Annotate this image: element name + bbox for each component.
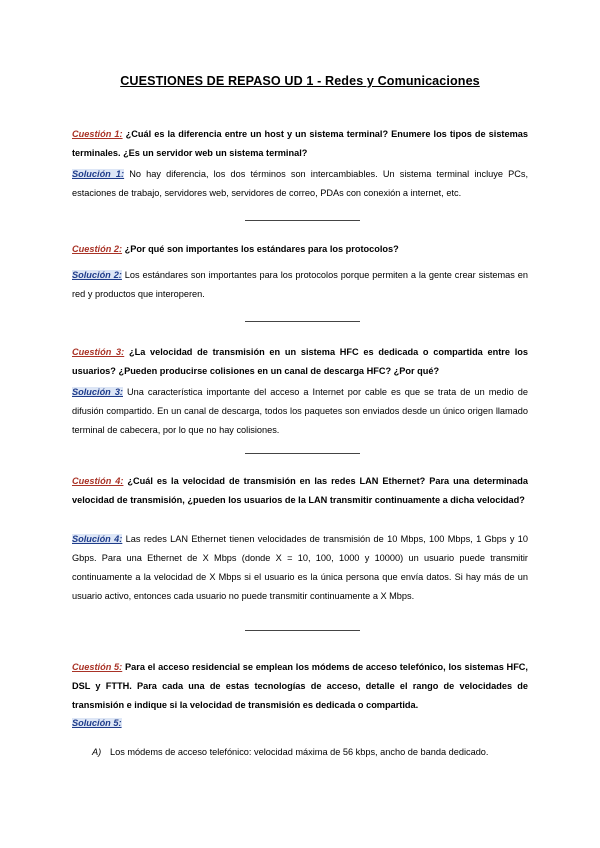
solution-3-label: Solución 3: <box>72 387 123 397</box>
solution-4-text: Las redes LAN Ethernet tienen velocidades de transmisión de 10 Mbps, 100 Mbps, 1 Gbps y 10 Gbps. Para una Ethernet de X Mbps (donde X = 10, 100, 1000 y 10000) un usuario puede transmitir continuamente a la velocidad de X Mbps si el usuario es la única persona que envía datos. Si hay más de un usuario activo, entonces cada usuario no puede transmitir continuamente a X Mbps. <box>72 534 528 601</box>
question-1-text: ¿Cuál es la diferencia entre un host y un sistema terminal? Enumere los tipos de sistemas terminales. ¿Es un servidor web un sistema terminal? <box>72 129 528 158</box>
separator-1 <box>245 220 360 221</box>
solution-3 <box>72 383 528 440</box>
solution-4-label: Solución 4: <box>72 534 123 544</box>
question-2 <box>72 240 528 259</box>
solution-5 <box>72 714 528 733</box>
solution-2 <box>72 266 528 304</box>
solution-1-label: Solución 1: <box>72 169 125 179</box>
question-4-text: ¿Cuál es la velocidad de transmisión en las redes LAN Ethernet? Para una determinada velocidad de transmisión, ¿pueden los usuarios de la LAN transmitir continuamente a dicha velocidad? <box>72 476 528 505</box>
question-3 <box>72 343 528 381</box>
question-3-text: ¿La velocidad de transmisión en un sistema HFC es dedicada o compartida entre los usuarios? ¿Pueden producirse colisiones en un canal de descarga HFC? ¿Por qué? <box>72 347 529 376</box>
solution-1 <box>72 165 528 203</box>
question-1-label: Cuestión 1: <box>72 129 123 139</box>
question-1 <box>72 125 528 163</box>
solution-3-text: Una característica importante del acceso a Internet por cable es que se trata de un medio de difusión compartido. En un canal de descarga, todos los paquetes son enviados desde un único origen llamado terminal de cabecera, por lo que no hay colisiones. <box>72 387 529 435</box>
question-2-text: ¿Por qué son importantes los estándares para los protocolos? <box>124 244 399 254</box>
document-title: CUESTIONES DE REPASO UD 1 - Redes y Comunicaciones <box>120 74 480 88</box>
solution-4 <box>72 530 528 606</box>
list-item <box>92 743 528 762</box>
separator-2 <box>245 321 360 322</box>
list-item-text: Los módems de acceso telefónico: velocidad máxima de 56 kbps, ancho de banda dedicado. <box>110 747 489 757</box>
solution-2-text: Los estándares son importantes para los protocolos porque permiten a la gente crear sistemas en red y productos que interoperen. <box>72 270 528 299</box>
question-2-label: Cuestión 2: <box>72 244 123 254</box>
question-5-text: Para el acceso residencial se emplean los módems de acceso telefónico, los sistemas HFC, DSL y FTTH. Para cada una de estas tecnologías de acceso, detalle el rango de velocidades de transmisión e indique si la velocidad de transmisión es dedicada o compartida. <box>72 662 528 710</box>
question-4 <box>72 472 528 510</box>
question-4-label: Cuestión 4: <box>72 476 124 486</box>
separator-3 <box>245 453 360 454</box>
solution-1-text: No hay diferencia, los dos términos son intercambiables. Un sistema terminal incluye PCs, estaciones de trabajo, servidores web, servidores de correo, PDAs con conexión a internet, etc. <box>72 169 528 198</box>
solution-2-label: Solución 2: <box>72 270 122 280</box>
separator-4 <box>245 630 360 631</box>
solution-5-label: Solución 5: <box>72 718 122 728</box>
question-3-label: Cuestión 3: <box>72 347 125 357</box>
question-5 <box>72 658 528 715</box>
question-5-label: Cuestión 5: <box>72 662 123 672</box>
list-item-marker: A) <box>92 747 102 757</box>
